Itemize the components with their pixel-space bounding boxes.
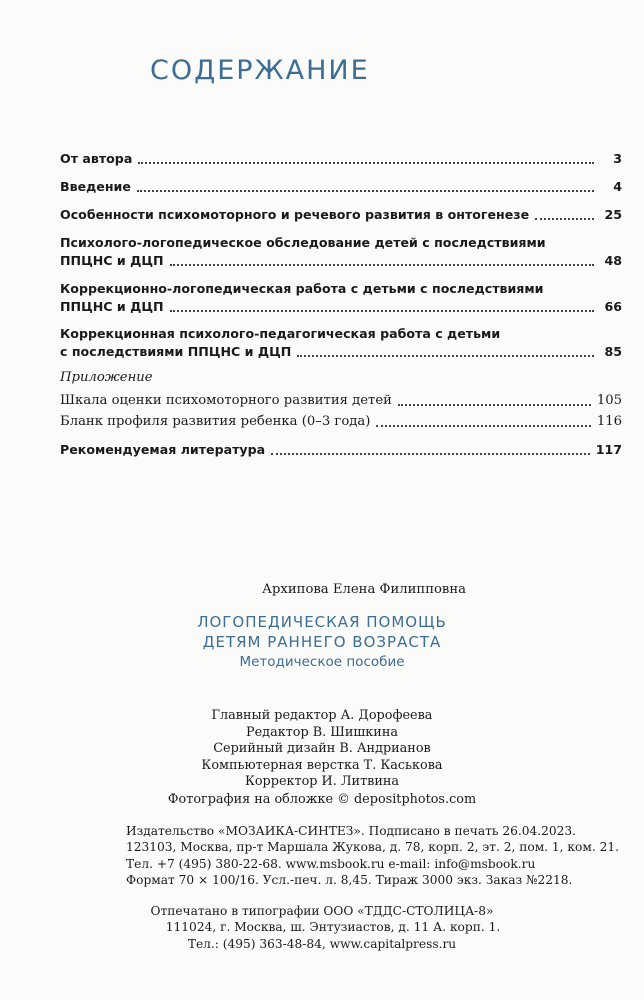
toc-entry-text-cont: ППЦНС и ДЦП [60, 253, 164, 268]
toc-entry-text: Шкала оценки психомоторного развития детей [60, 393, 392, 408]
toc-entry [60, 206, 622, 224]
toc-entry-page: 3 [613, 151, 622, 166]
toc-entry-page: 85 [604, 344, 622, 359]
toc-entry-page: 116 [596, 414, 622, 429]
printer-line: 111024, г. Москва, ш. Энтузиастов, д. 11 А. корп. 1. [165, 920, 501, 935]
toc-leader [138, 161, 594, 164]
credit-line: Главный редактор А. Дорофеева [211, 708, 433, 723]
toc-leader [137, 189, 594, 192]
printer-info [0, 903, 644, 952]
toc-entry-text: Рекомендуемая литература [60, 442, 266, 457]
publisher-line: Формат 70 × 100/16. Усл.-печ. л. 8,45. Тираж 3000 экз. Заказ №2218. [126, 872, 573, 887]
toc-entry-text: Коррекционная психолого-педагогическая работа с детьми [60, 326, 501, 341]
toc-entry [60, 441, 622, 459]
book-subtitle: Методическое пособие [239, 654, 405, 670]
credit-line: Серийный дизайн В. Андрианов [213, 741, 431, 756]
toc-entry [60, 280, 622, 316]
credit-line: Корректор И. Литвина [244, 774, 400, 789]
toc-entry-page: 66 [604, 299, 622, 314]
toc-entry-text: Введение [60, 179, 131, 194]
toc-entry-text: От автора [60, 151, 133, 166]
photo-credit: Фотография на обложке © depositphotos.com [167, 792, 477, 807]
book-title-line: ЛОГОПЕДИЧЕСКАЯ ПОМОЩЬ [197, 613, 447, 631]
toc-entry-page: 105 [596, 393, 622, 408]
toc-title: СОДЕРЖАНИЕ [150, 55, 370, 86]
book-title-line: ДЕТЯМ РАННЕГО ВОЗРАСТА [202, 633, 442, 651]
book-title [0, 612, 644, 652]
toc-leader [376, 424, 590, 427]
toc-entry [60, 392, 622, 410]
toc-entry-page: 25 [604, 207, 622, 222]
toc-entry [60, 150, 622, 168]
toc-entry-text-cont: с последствиями ППЦНС и ДЦП [60, 344, 292, 359]
printer-line: Отпечатано в типографии ООО «ТДДС-СТОЛИЦА-8» [150, 904, 494, 918]
publisher-line: 123103, Москва, пр-т Маршала Жукова, д. 78, корп. 2, эт. 2, пом. 1, ком. 21. [126, 840, 619, 855]
toc-entry [60, 178, 622, 196]
credit-line: Компьютерная верстка Т. Каськова [201, 757, 443, 773]
toc-leader [170, 263, 594, 266]
author-name: Архипова Елена Филипповна [262, 582, 467, 597]
toc-entry [60, 413, 622, 431]
publisher-info [126, 823, 619, 888]
publisher-line: Издательство «МОЗАИКА-СИНТЕЗ». Подписано в печать 26.04.2023. [126, 824, 577, 838]
toc-entry-text: Психолого-логопедическое обследование детей с последствиями [60, 235, 546, 250]
toc-entry-text: Коррекционно-логопедическая работа с детьми с последствиями [60, 281, 544, 296]
toc-leader [271, 452, 590, 455]
toc-entry [60, 325, 622, 361]
toc-entry [60, 234, 622, 270]
toc-leader [170, 309, 594, 312]
toc-leader [535, 217, 594, 220]
toc-entry-page: 48 [604, 253, 622, 268]
toc-entry-text-cont: ППЦНС и ДЦП [60, 299, 164, 314]
toc-entry-page: 117 [595, 442, 622, 457]
credit-line: Редактор В. Шишкина [246, 724, 398, 740]
toc-entry-page: 4 [613, 179, 622, 194]
toc-entry-text: Бланк профиля развития ребенка (0–3 года) [60, 414, 371, 429]
toc-leader [297, 354, 594, 357]
toc-leader [398, 403, 591, 406]
credits [0, 708, 644, 791]
printer-line: Тел.: (495) 363-48-84, www.capitalpress.ru [187, 936, 457, 951]
publisher-line: Тел. +7 (495) 380-22-68. www.msbook.ru e-mail: info@msbook.ru [126, 856, 536, 871]
appendix-label: Приложение [60, 370, 153, 385]
toc-entry-text: Особенности психомоторного и речевого развития в онтогенезе [60, 207, 530, 222]
